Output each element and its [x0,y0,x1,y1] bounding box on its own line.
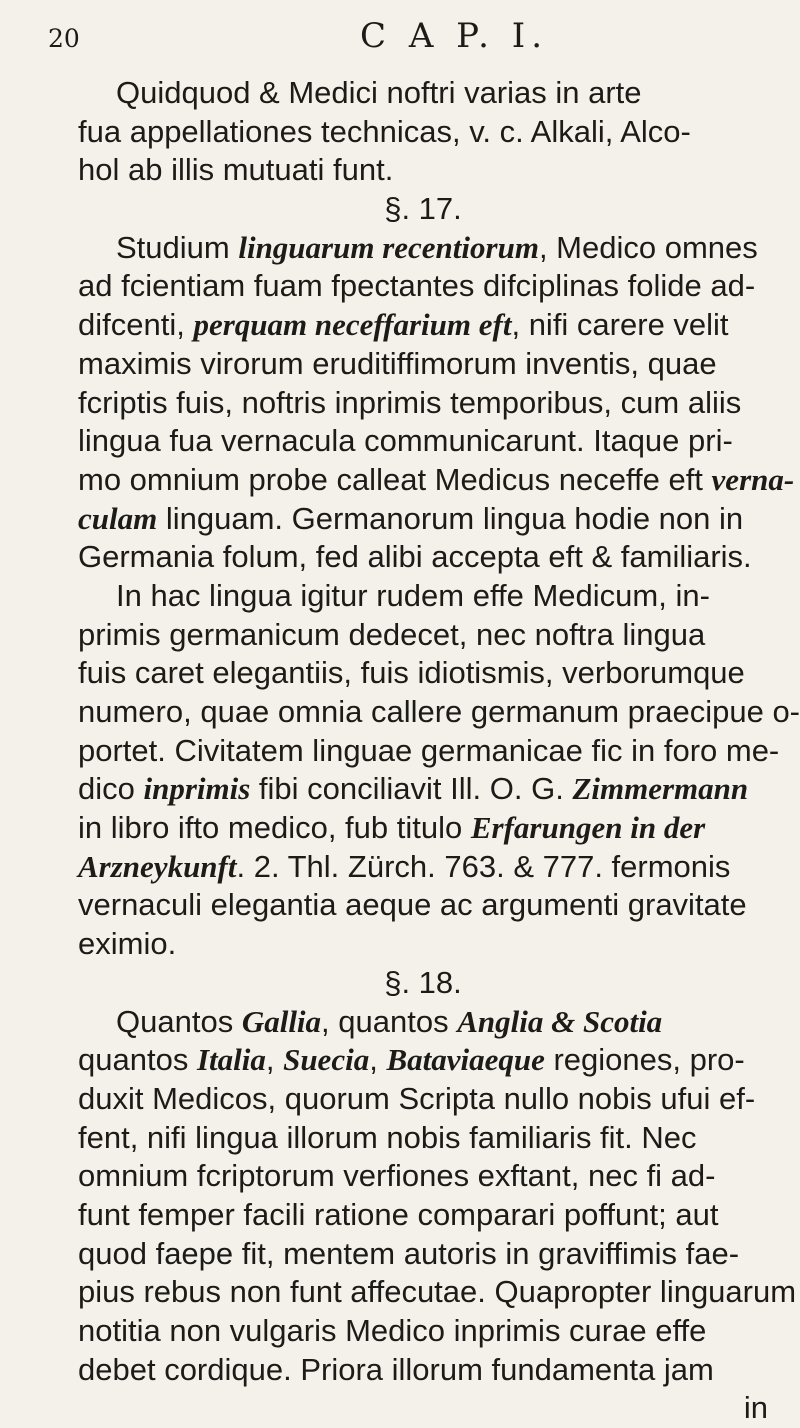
catchword: in [743,1390,768,1426]
text-line: quod faepe fit, mentem autoris in graviffimis fae- [78,1235,740,1271]
text-line: In hac lingua igitur rudem effe Medicum, in- [116,577,710,613]
text-line: hol ab illis mutuati funt. [78,152,394,188]
text-line: fent, nifi lingua illorum nobis familiaris fit. Nec [78,1119,697,1155]
text-line: funt femper facili ratione comparari poffunt; aut [78,1196,719,1232]
text-line: Quantos Gallia, quantos Anglia & Scotia [116,1003,663,1039]
text-line: fuis caret elegantiis, fuis idiotismis, verborumque [78,655,745,691]
text-line: eximio. [78,926,177,962]
text-body [78,74,800,1428]
text-line: ad fcientiam fuam fpectantes difciplinas folide ad- [78,268,756,304]
text-line: fcriptis fuis, noftris inprimis temporibus, cum aliis [78,384,742,420]
text-line: numero, quae omnia callere germanum praecipue o- [78,694,800,729]
text-line: portet. Civitatem linguae germanicae fic in foro me- [78,732,780,768]
text-line: vernaculi elegantia aeque ac argumenti gravitate [78,887,747,923]
text-line: mo omnium probe calleat Medicus neceffe eft verna- [78,461,795,497]
text-line: Arzneykunft. 2. Thl. Zürch. 763. & 777. fermonis [78,848,731,884]
text-line: Quidquod & Medici noftri varias in arte [116,75,642,110]
text-line: lingua fua vernacula communicarunt. Itaque pri- [78,423,733,459]
section-heading-17: §. 17. [384,191,462,227]
text-line: in libro ifto medico, fub titulo Erfarungen in der [78,810,706,846]
text-line: pius rebus non funt affecutae. Quapropter linguarum [78,1274,797,1310]
text-line: omnium fcriptorum verfiones exftant, nec fi ad- [78,1158,716,1194]
text-line: duxit Medicos, quorum Scripta nullo nobis ufui ef- [78,1080,756,1116]
text-line: notitia non vulgaris Medico inprimis curae effe [78,1313,707,1348]
page-header [0,14,800,58]
text-line: quantos Italia, Suecia, Bataviaeque regiones, pro- [78,1042,745,1078]
page-number: 20 [48,24,80,53]
text-line: difcenti, perquam neceffarium eft, nifi carere velit [78,307,729,343]
text-line: culam linguam. Germanorum lingua hodie non in [78,500,744,536]
text-line: fua appellationes technicas, v. c. Alkali, Alco- [78,113,691,149]
text-line: Germania folum, fed alibi accepta eft & familiaris. [78,539,752,575]
running-title: C A P. I. [360,16,549,56]
text-line: maximis virorum eruditiffimorum inventis, quae [78,345,717,381]
text-line: debet cordique. Priora illorum fundamenta jam [78,1351,714,1387]
text-line: primis germanicum dedecet, nec noftra lingua [78,616,706,652]
text-line: Studium linguarum recentiorum, Medico omnes [116,229,758,265]
section-heading-18: §. 18. [384,964,462,1000]
text-line: dico inprimis fibi conciliavit Ill. O. G. Zimmermann [78,771,749,807]
